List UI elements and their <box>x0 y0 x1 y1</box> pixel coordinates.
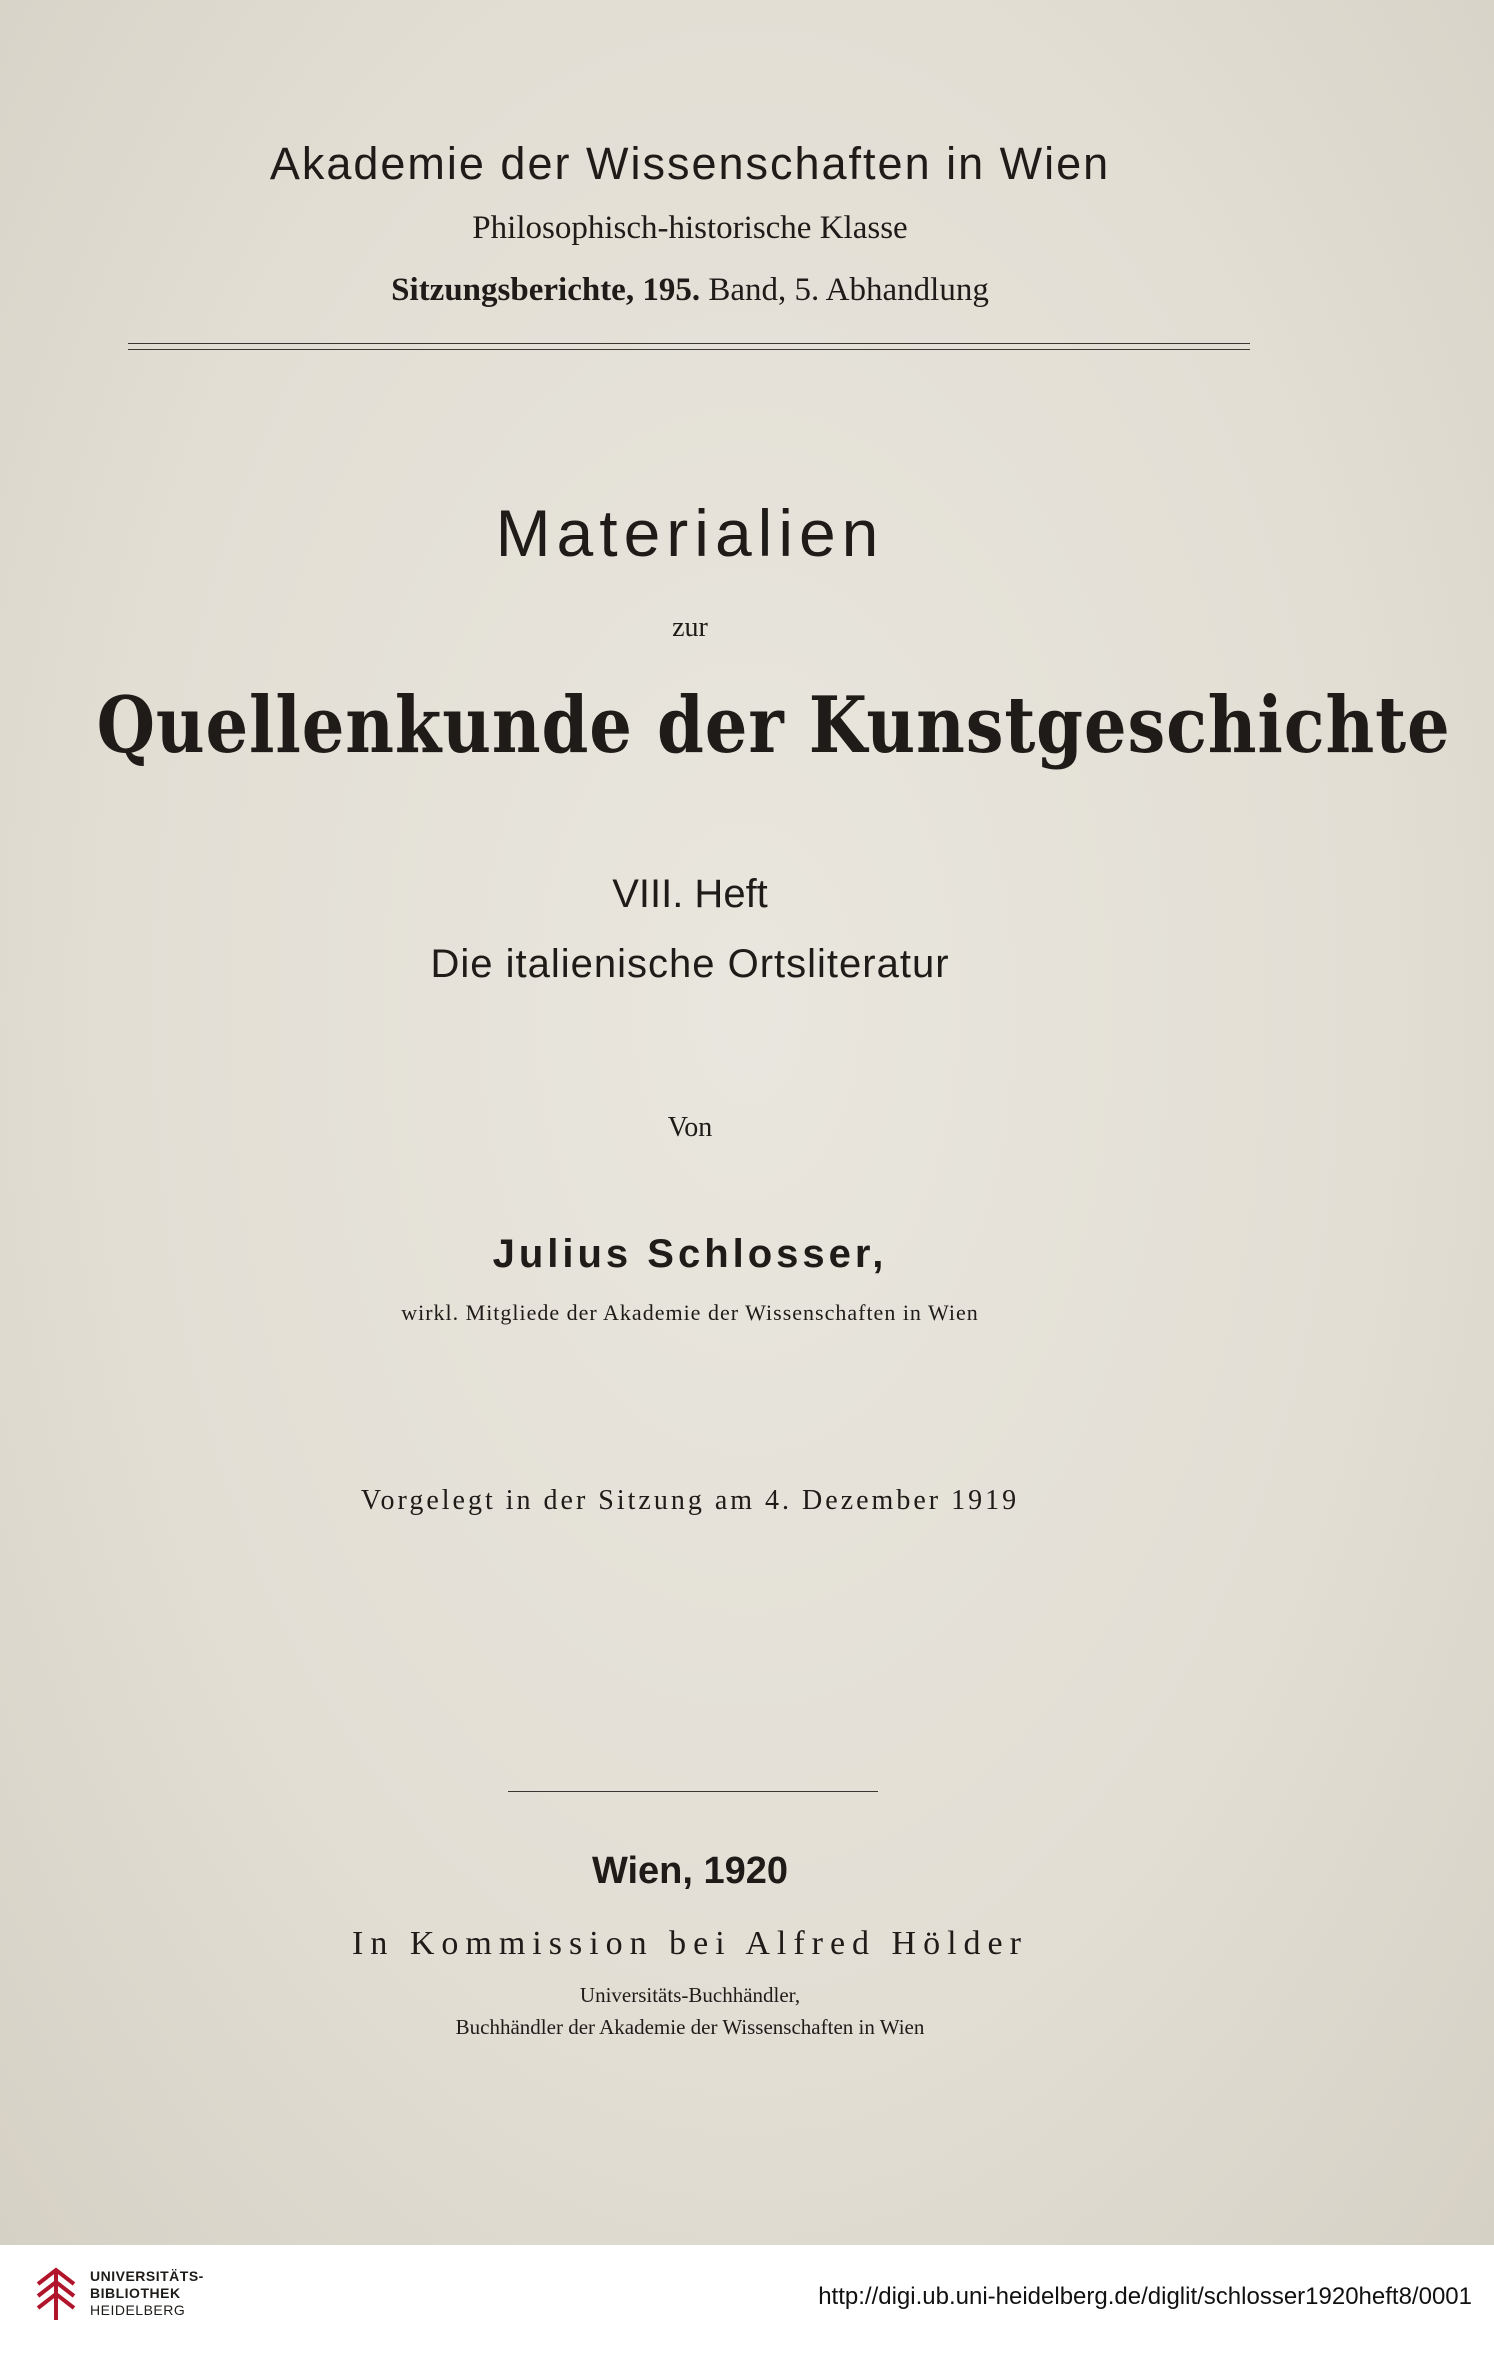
academy-name: Akademie der Wissenschaften in Wien <box>269 138 1111 189</box>
library-name-line3: HEIDELBERG <box>90 2302 186 2318</box>
academy-class: Philosophisch-historische Klasse <box>472 210 908 246</box>
subtitle: Die italienische Ortsliteratur <box>430 942 950 986</box>
imprint-bookseller-1: Universitäts-Buchhändler, <box>579 1983 801 2007</box>
presentation-note: Vorgelegt in der Sitzung am 4. Dezember 1919 <box>360 1485 1020 1516</box>
header-rule-top <box>128 343 1250 344</box>
source-url-link[interactable]: http://digi.ub.uni-heidelberg.de/diglit/schlosser1920heft8/0001 <box>818 2283 1472 2310</box>
by-label: Von <box>667 1112 713 1143</box>
series-line <box>0 272 1380 309</box>
imprint-city-year: Wien, 1920 <box>591 1850 789 1892</box>
title-main: Quellenkunde der Kunstgeschichte <box>96 680 1451 771</box>
series-bold: Sitzungsberichte, 195. <box>391 272 701 308</box>
author-affiliation: wirkl. Mitgliede der Akademie der Wissenschaften in Wien <box>401 1300 979 1325</box>
library-name[interactable] <box>90 2268 204 2319</box>
library-logo-icon <box>34 2264 78 2322</box>
imprint-publisher: In Kommission bei Alfred Hölder <box>352 1925 1028 1962</box>
heft-number: VIII. Heft <box>612 872 768 916</box>
series-rest: Band, 5. Abhandlung <box>700 272 989 308</box>
title-zur: zur <box>672 612 708 643</box>
imprint-rule <box>508 1791 878 1792</box>
header-rule-bottom <box>128 349 1250 350</box>
library-name-line2: BIBLIOTHEK <box>90 2285 181 2301</box>
title-materialien: Materialien <box>495 496 885 570</box>
library-name-line1: UNIVERSITÄTS- <box>90 2268 204 2284</box>
author-name: Julius Schlosser, <box>492 1232 888 1276</box>
imprint-bookseller-2: Buchhändler der Akademie der Wissenschaften in Wien <box>455 2015 925 2039</box>
